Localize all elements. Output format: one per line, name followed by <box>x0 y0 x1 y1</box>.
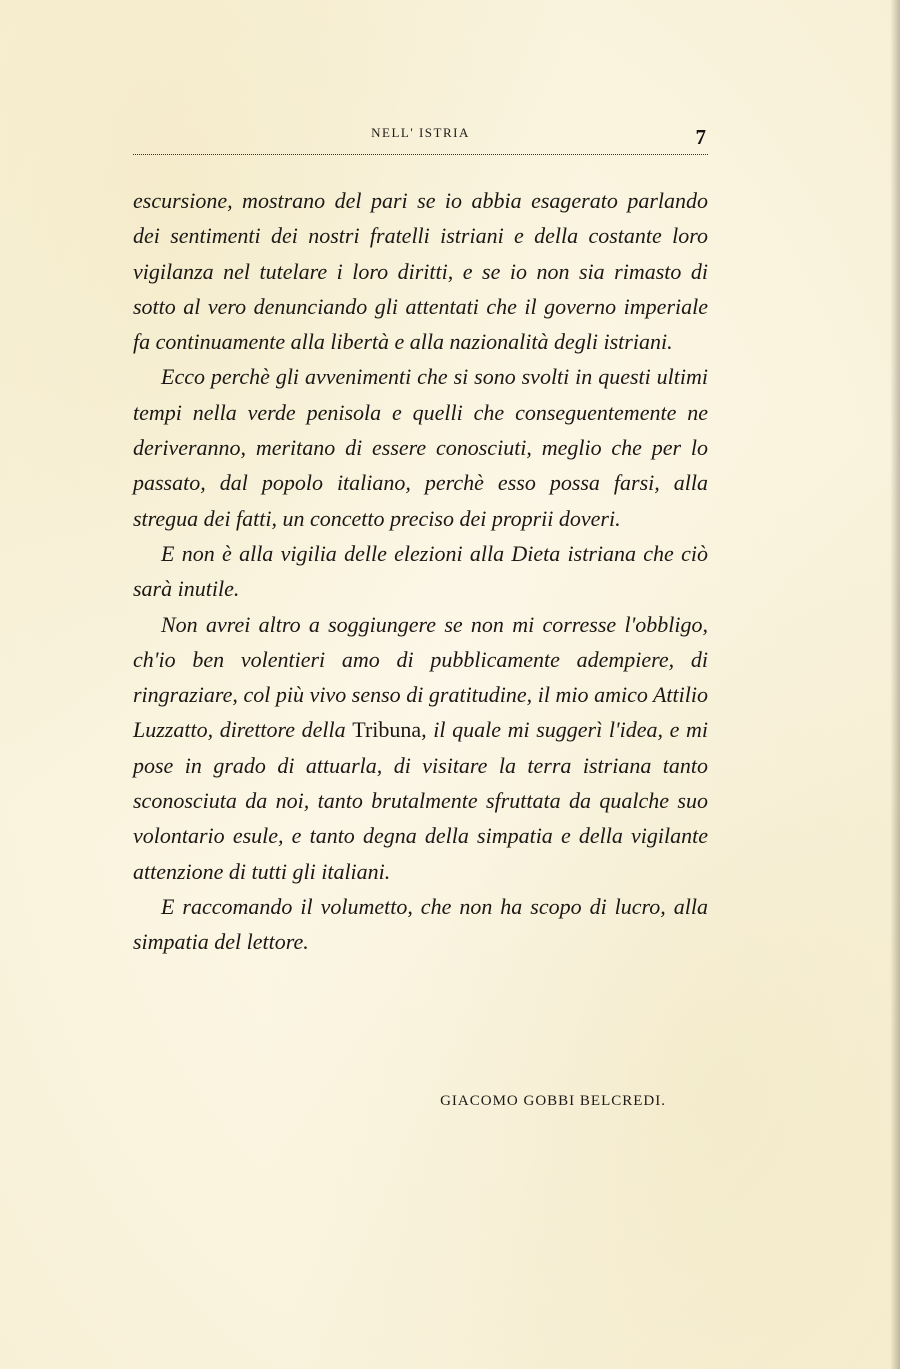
paragraph-4 <box>133 607 708 889</box>
page-header <box>133 121 708 161</box>
page-number: 7 <box>695 125 706 149</box>
body-text <box>133 183 708 960</box>
paragraph-1: escursione, mostrano del pari se io abbia esagerato parlando dei sentimenti dei nostri fratelli istriani e della costante loro vigilanza nel tutelare i loro diritti, e se io non sia rimasto di sotto al vero denunciando gli attentati che il governo imperiale fa continuamente alla libertà e alla nazionalità degli istriani. <box>133 188 708 355</box>
header-dotted-rule <box>133 154 708 155</box>
author-signature: GIACOMO GOBBI BELCREDI. <box>440 1093 666 1109</box>
page-edge-shadow <box>890 0 900 1369</box>
newspaper-name: Tribuna <box>352 717 422 743</box>
paragraph-5: E raccomando il volumetto, che non ha scopo di lucro, alla simpatia del lettore. <box>133 893 708 955</box>
paragraph-4-before: Non avrei altro a soggiungere se non mi corresse l'obbligo, ch'io ben volentieri amo di pubblicamente adempiere, di ringraziare, col più vivo senso di gratitudine, il mio amico Attilio Luzzatto, direttore della <box>133 611 708 743</box>
running-head: NELL' ISTRIA <box>371 125 470 140</box>
paragraph-2: Ecco perchè gli avvenimenti che si sono svolti in questi ultimi tempi nella verde penisola e quelli che conseguentemente ne deriveranno, meritano di essere conosciuti, meglio che per lo passato, dal popolo italiano, perchè esso possa farsi, alla stregua dei fatti, un concetto preciso dei proprii doveri. <box>133 364 708 531</box>
paragraph-4-after: , il quale mi suggerì l'idea, e mi pose in grado di attuarla, di visitare la terra istriana tanto sconosciuta da noi, tanto brutalmente sfruttata da qualche suo volontario esule, e tanto degna della simpatia e della vigilante attenzione di tutti gli italiani. <box>133 717 709 884</box>
paragraph-3: E non è alla vigilia delle elezioni alla Dieta istriana che ciò sarà inutile. <box>133 540 708 602</box>
